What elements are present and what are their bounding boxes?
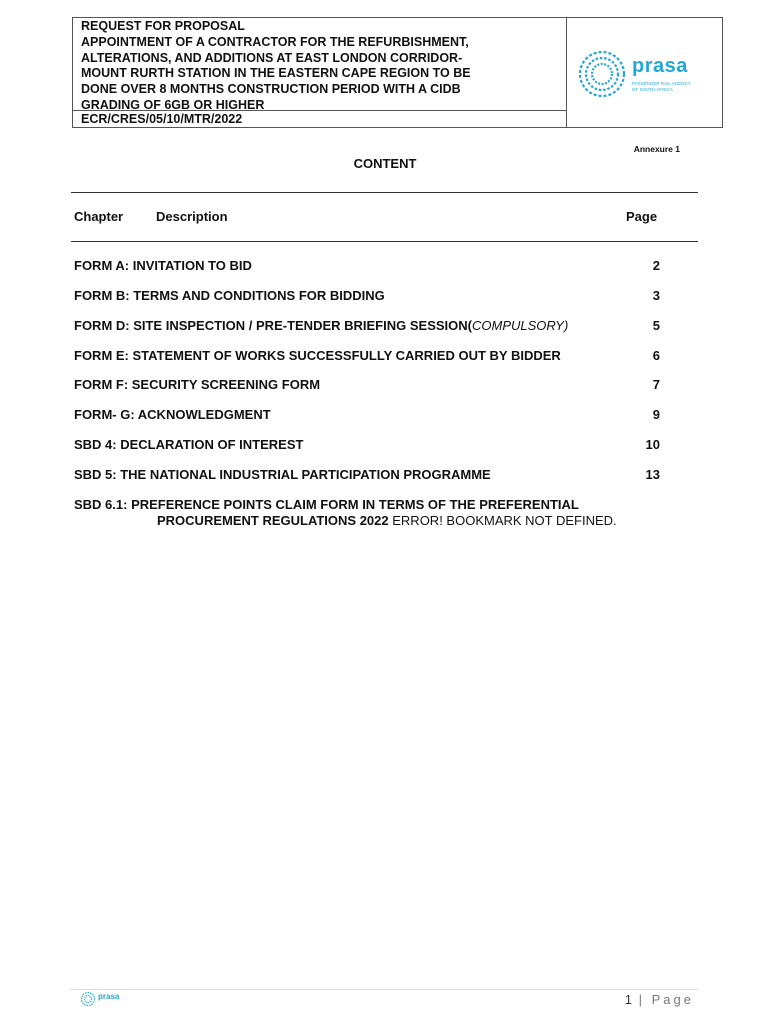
document-header: [72, 17, 723, 128]
column-header-page: Page: [626, 209, 658, 224]
rfp-title-line: APPOINTMENT OF A CONTRACTOR FOR THE REFURBISHMENT,: [81, 34, 469, 49]
toc-entry-title-continued: [157, 513, 617, 529]
header-title-cell: [73, 18, 567, 127]
rfp-title-line: GRADING OF 6GB OR HIGHER: [81, 97, 265, 112]
toc-entry-title: SBD 5: THE NATIONAL INDUSTRIAL PARTICIPATION PROGRAMME: [74, 467, 491, 482]
toc-entry-title: FORM B: TERMS AND CONDITIONS FOR BIDDING: [74, 288, 385, 303]
toc-entry-page: 13: [645, 467, 660, 482]
rfp-reference-number: ECR/CRES/05/10/MTR/2022: [73, 110, 566, 127]
prasa-logo: [576, 48, 716, 108]
toc-entry-title: FORM- G: ACKNOWLEDGMENT: [74, 407, 271, 422]
page-number-value: 1: [624, 992, 633, 1007]
toc-entry-page: 10: [645, 437, 660, 452]
content-heading: CONTENT: [353, 156, 417, 171]
rfp-title-line: MOUNT RURTH STATION IN THE EASTERN CAPE REGION TO BE: [81, 66, 471, 81]
rfp-title: [81, 19, 561, 114]
tagline-line: OF SOUTH AFRICA: [632, 86, 673, 92]
rfp-title-line: REQUEST FOR PROPOSAL: [81, 19, 245, 33]
toc-entry-title: FORM A: INVITATION TO BID: [74, 258, 252, 273]
toc-entry-title-italic: COMPULSORY): [471, 318, 569, 333]
table-header-rule: [71, 241, 698, 242]
toc-entry-title: [74, 318, 568, 334]
prasa-circle-logo-icon: [80, 991, 96, 1007]
rfp-title-line: ALTERATIONS, AND ADDITIONS AT EAST LONDON CORRIDOR-: [81, 50, 463, 65]
page-number: [625, 992, 694, 1007]
toc-entry-page: 2: [652, 258, 660, 273]
tagline-line: PASSENGER RAIL AGENCY: [632, 81, 691, 86]
toc-entry-page: 5: [652, 318, 660, 333]
toc-entry[interactable]: [74, 497, 660, 529]
toc-entry-page: 7: [652, 377, 660, 392]
bookmark-error-text: ERROR! BOOKMARK NOT DEFINED.: [388, 513, 617, 528]
column-header-chapter: Chapter: [74, 209, 124, 224]
page-number-label: | Page: [632, 992, 694, 1007]
toc-entry-title-line2: PROCUREMENT REGULATIONS 2022: [157, 513, 389, 528]
prasa-logo-tagline: [632, 81, 712, 92]
toc-entry-page: 3: [652, 288, 660, 303]
toc-entry-page: 6: [652, 348, 660, 363]
footer-rule: [70, 989, 698, 990]
toc-entry-title: SBD 4: DECLARATION OF INTEREST: [74, 437, 304, 452]
toc-entry-title: FORM F: SECURITY SCREENING FORM: [74, 377, 321, 392]
footer-logo-wordmark: prasa: [98, 992, 120, 1001]
toc-entry-title: SBD 6.1: PREFERENCE POINTS CLAIM FORM IN TERMS OF THE PREFERENTIAL: [74, 497, 579, 512]
annexure-label: Annexure 1: [633, 144, 680, 154]
toc-entry-page: 9: [652, 407, 660, 422]
footer-prasa-logo: [80, 991, 130, 1009]
table-top-rule: [71, 192, 698, 193]
prasa-circle-logo-icon: [576, 48, 628, 100]
toc-entry-title: FORM E: STATEMENT OF WORKS SUCCESSFULLY CARRIED OUT BY BIDDER: [74, 348, 561, 363]
prasa-logo-wordmark: prasa: [632, 55, 688, 77]
toc-entry-title-main: FORM D: SITE INSPECTION / PRE-TENDER BRIEFING SESSION(: [74, 318, 472, 333]
column-header-description: Description: [156, 209, 228, 224]
rfp-title-line: DONE OVER 8 MONTHS CONSTRUCTION PERIOD WITH A CIDB: [81, 82, 461, 97]
